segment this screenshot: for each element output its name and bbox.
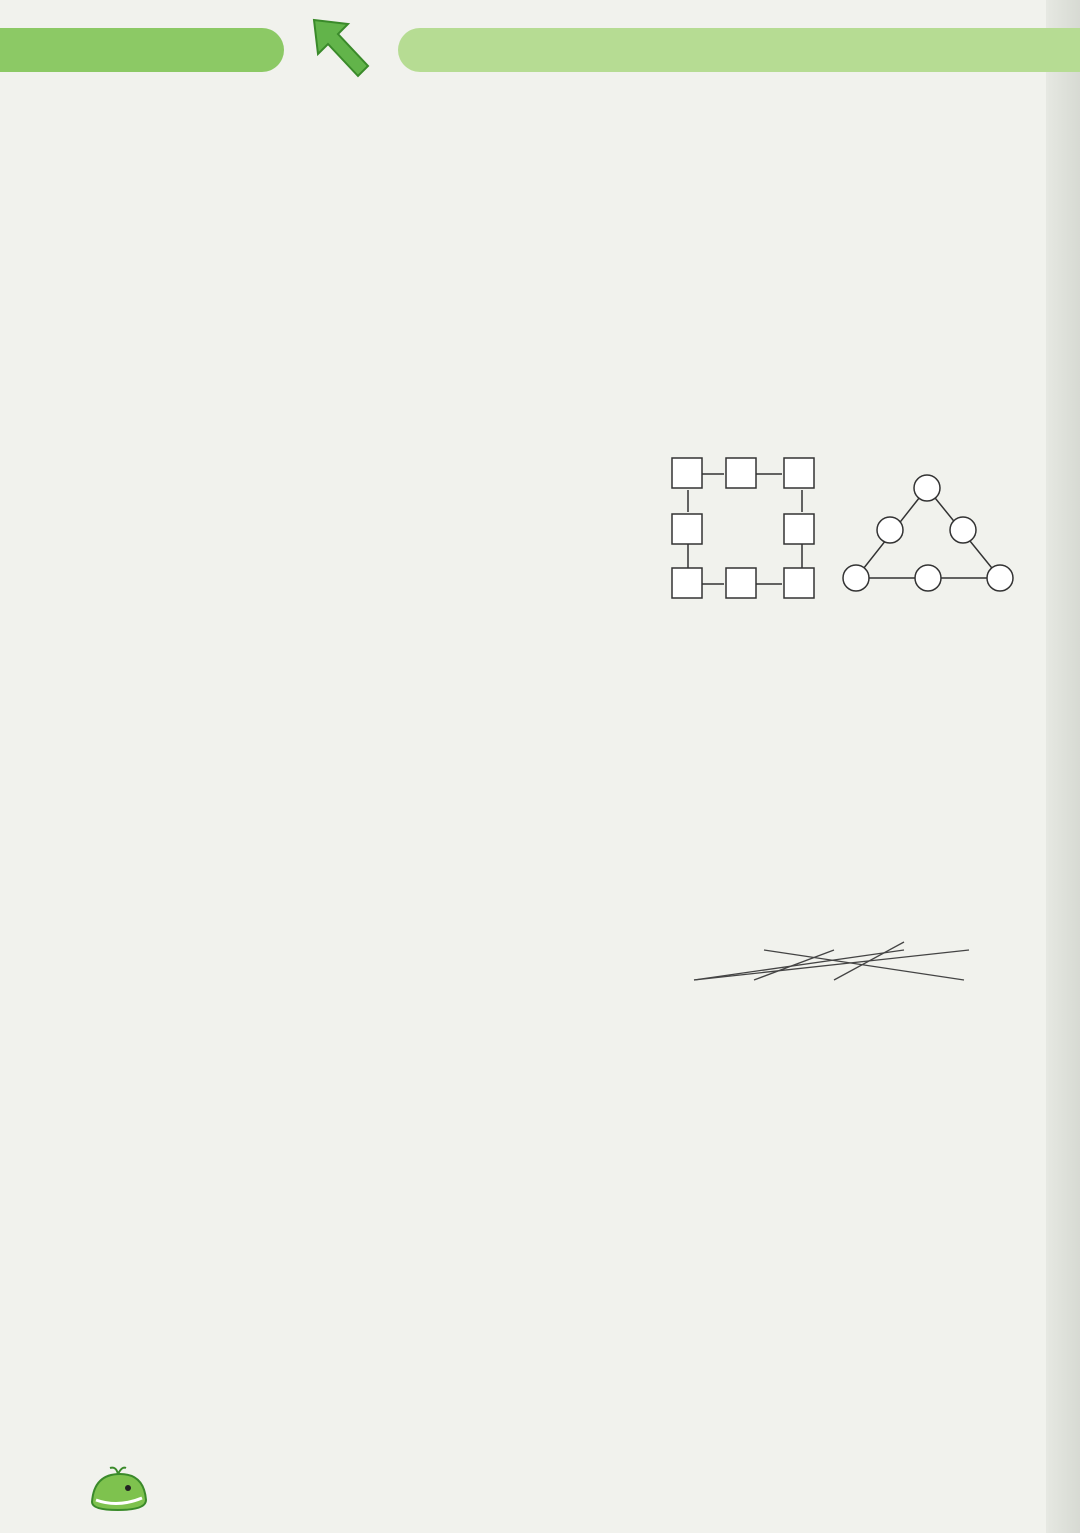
- puzzle-box: [672, 458, 702, 488]
- grape-matching-figure: [664, 902, 1004, 1032]
- page-edge: [1046, 0, 1080, 1533]
- square-number-puzzle: [664, 456, 824, 602]
- puzzle-box: [726, 568, 756, 598]
- puzzle-box: [672, 514, 702, 544]
- book-banner: [398, 28, 1080, 72]
- puzzle-box: [784, 458, 814, 488]
- arrow-icon: [308, 14, 378, 80]
- whale-mascot-icon: [88, 1466, 150, 1514]
- triangle-number-puzzle: [836, 468, 1022, 598]
- series-banner: [0, 28, 284, 72]
- puzzle-box: [726, 458, 756, 488]
- puzzle-box: [784, 568, 814, 598]
- puzzle-box: [672, 568, 702, 598]
- puzzle-box: [784, 514, 814, 544]
